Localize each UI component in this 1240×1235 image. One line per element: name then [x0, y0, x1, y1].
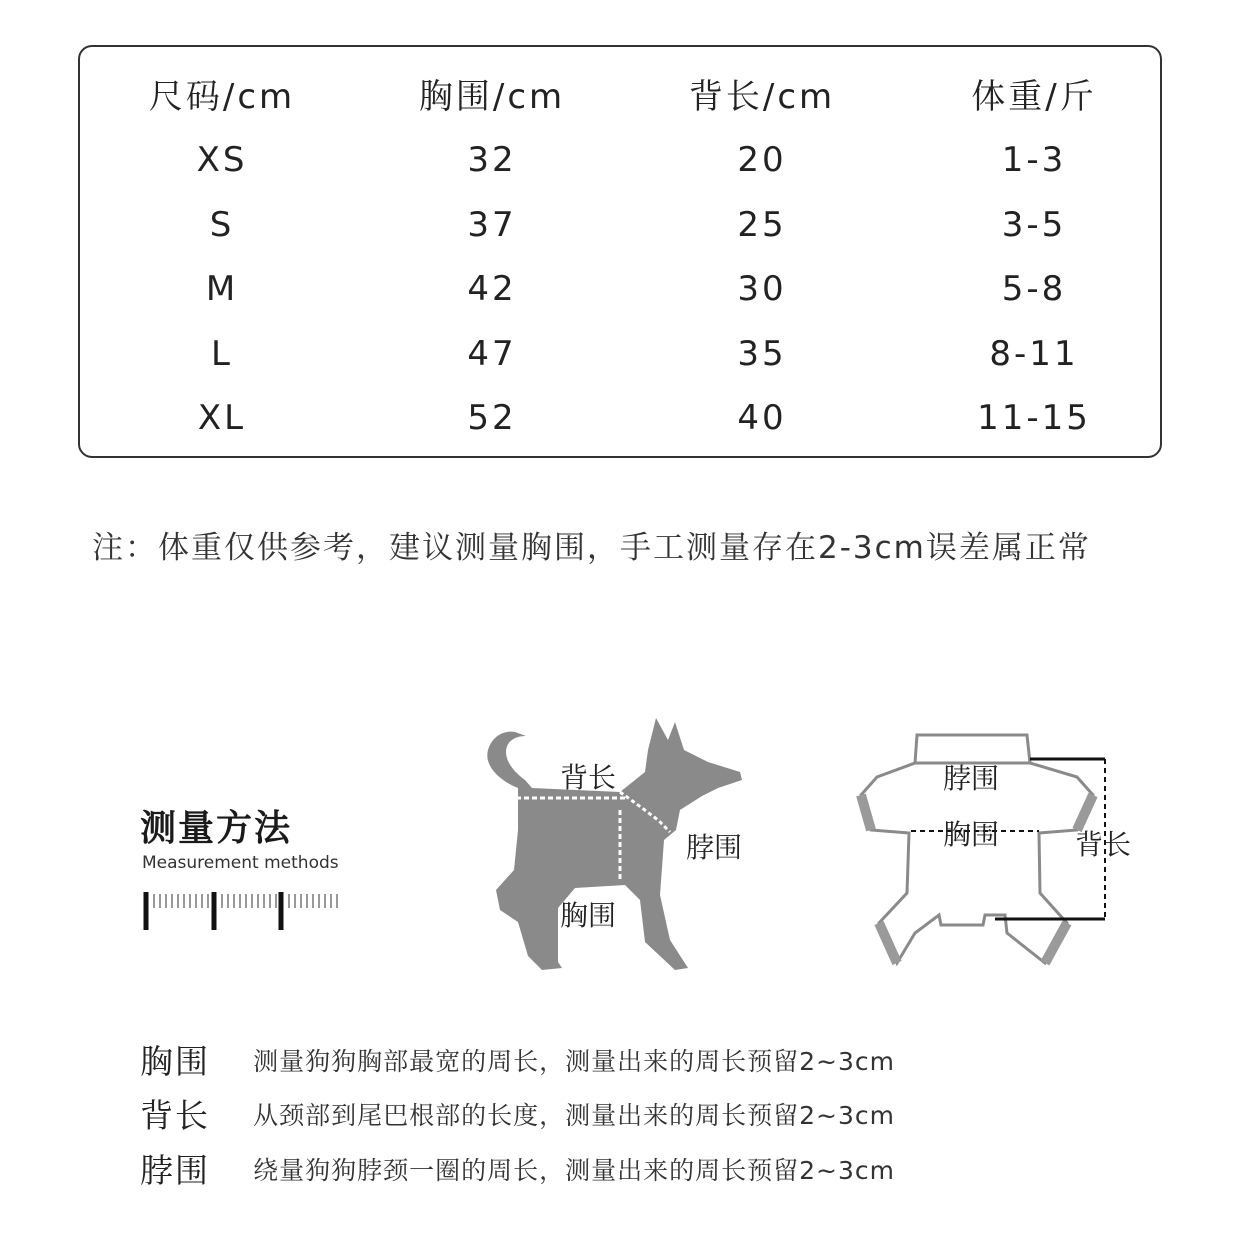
measure-desc: 从颈部到尾巴根部的长度，测量出来的周长预留2~3cm — [253, 1101, 895, 1130]
row-xs-weight: 1-3 — [1001, 140, 1067, 180]
row-xs-size: XS — [196, 140, 248, 180]
measure-row-back — [140, 1090, 895, 1137]
row-l-chest: 47 — [467, 334, 517, 374]
row-s-size: S — [209, 205, 235, 245]
garment-label-back: 背长 — [1075, 828, 1132, 861]
row-s-back: 25 — [737, 205, 787, 245]
header-size: 尺码/cm — [148, 77, 296, 117]
measure-term: 脖围 — [140, 1151, 210, 1190]
method-subtitle: Measurement methods — [142, 853, 339, 873]
row-s-chest: 37 — [467, 205, 517, 245]
measure-desc: 绕量狗狗脖颈一圈的周长，测量出来的周长预留2~3cm — [253, 1156, 895, 1185]
row-xl-size: XL — [197, 398, 247, 438]
row-xl-back: 40 — [737, 398, 787, 438]
garment-label-chest: 胸围 — [943, 818, 1000, 851]
method-title: 测量方法 — [140, 808, 293, 849]
dog-label-back: 背长 — [560, 761, 617, 794]
row-xl-chest: 52 — [467, 398, 517, 438]
row-s-weight: 3-5 — [1001, 205, 1067, 245]
garment-figure — [855, 725, 1145, 975]
row-m-chest: 42 — [467, 269, 517, 309]
header-back: 背长/cm — [688, 77, 836, 117]
dog-label-neck: 脖围 — [686, 831, 743, 864]
row-m-weight: 5-8 — [1001, 269, 1067, 309]
size-table — [78, 45, 1162, 458]
measure-row-chest — [140, 1036, 895, 1083]
header-chest: 胸围/cm — [418, 77, 566, 117]
row-l-size: L — [211, 334, 233, 374]
garment-label-neck: 脖围 — [943, 762, 1000, 795]
row-xl-weight: 11-15 — [977, 398, 1091, 438]
row-xs-back: 20 — [737, 140, 787, 180]
measure-desc: 测量狗狗胸部最宽的周长，测量出来的周长预留2~3cm — [253, 1047, 895, 1076]
header-weight: 体重/斤 — [971, 77, 1097, 117]
measure-term: 背长 — [140, 1096, 210, 1135]
measure-row-neck — [140, 1145, 895, 1192]
size-note: 注：体重仅供参考，建议测量胸围，手工测量存在2-3cm误差属正常 — [92, 530, 1091, 566]
row-l-weight: 8-11 — [989, 334, 1079, 374]
row-m-back: 30 — [737, 269, 787, 309]
measure-term: 胸围 — [140, 1042, 210, 1081]
row-m-size: M — [205, 269, 239, 309]
row-xs-chest: 32 — [467, 140, 517, 180]
dog-label-chest: 胸围 — [560, 899, 617, 932]
ruler-icon — [142, 890, 342, 932]
row-l-back: 35 — [737, 334, 787, 374]
dog-figure — [470, 710, 770, 980]
